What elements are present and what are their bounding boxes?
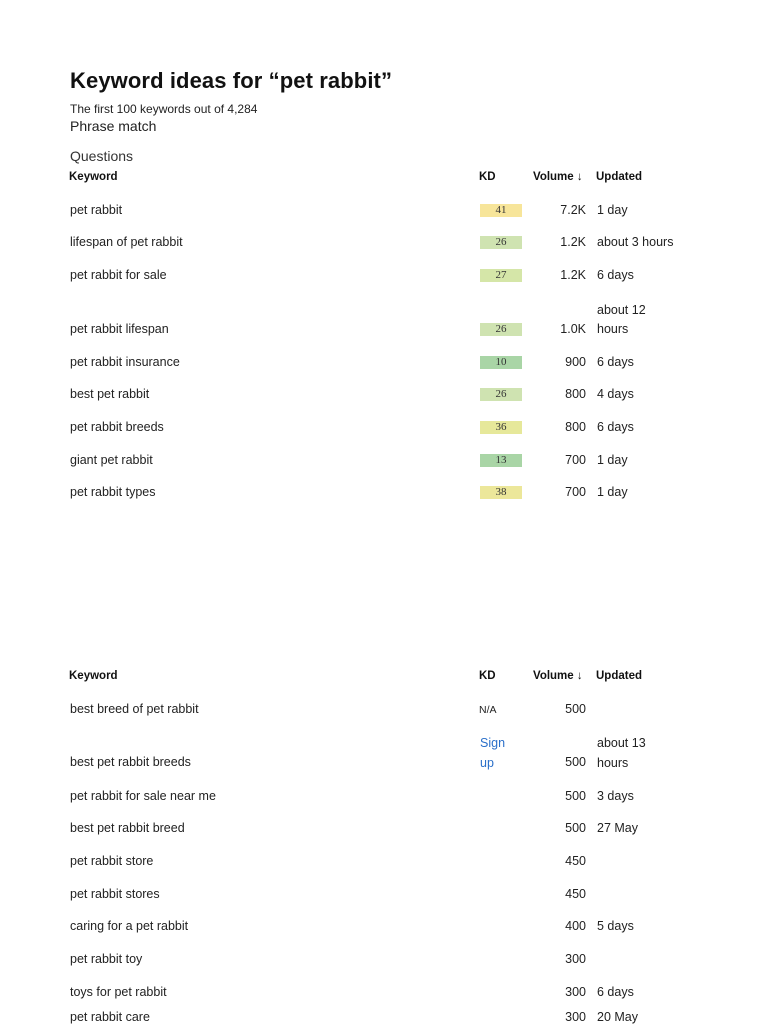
column-header-volume: Volume ↓ (533, 670, 583, 682)
volume-cell: 1.2K (560, 235, 586, 249)
volume-cell: 7.2K (560, 203, 586, 217)
updated-cell: 1 day (597, 485, 628, 499)
kd-badge: 26 (480, 388, 522, 401)
updated-cell: 1 day (597, 453, 628, 467)
kd-badge: 27 (480, 269, 522, 282)
keyword-cell: lifespan of pet rabbit (70, 235, 183, 249)
kd-na-label: N/A (479, 704, 497, 716)
updated-cell-line2: hours (597, 756, 629, 770)
kd-badge: 38 (480, 486, 522, 499)
volume-cell: 500 (565, 755, 586, 769)
keyword-cell: best pet rabbit (70, 387, 150, 401)
kd-badge: 13 (480, 454, 522, 467)
updated-cell: 5 days (597, 919, 634, 933)
keyword-cell: pet rabbit store (70, 854, 154, 868)
volume-cell: 300 (565, 1010, 586, 1024)
column-header-updated: Updated (596, 670, 642, 682)
updated-cell: 3 days (597, 789, 634, 803)
volume-cell: 500 (565, 821, 586, 835)
keyword-cell: pet rabbit types (70, 485, 156, 499)
volume-cell: 800 (565, 420, 586, 434)
signup-link-line2[interactable]: up (480, 756, 494, 770)
kd-badge: 36 (480, 421, 522, 434)
keyword-cell: toys for pet rabbit (70, 985, 167, 999)
kd-badge: 41 (480, 204, 522, 217)
keyword-cell: pet rabbit care (70, 1010, 150, 1024)
keyword-cell: best breed of pet rabbit (70, 702, 199, 716)
keyword-cell: caring for a pet rabbit (70, 919, 189, 933)
kd-badge: 26 (480, 323, 522, 336)
column-header-volume: Volume ↓ (533, 171, 583, 183)
keyword-cell: pet rabbit breeds (70, 420, 164, 434)
updated-cell: 1 day (597, 203, 628, 217)
volume-cell: 450 (565, 887, 586, 901)
keyword-cell: pet rabbit (70, 203, 123, 217)
column-header-keyword: Keyword (69, 670, 118, 682)
updated-cell: 6 days (597, 268, 634, 282)
volume-cell: 800 (565, 387, 586, 401)
page-subtitle: The first 100 keywords out of 4,284 (70, 102, 258, 116)
kd-badge: 26 (480, 236, 522, 249)
match-type-label: Phrase match (70, 118, 157, 134)
kd-badge: 10 (480, 356, 522, 369)
updated-cell: 4 days (597, 387, 634, 401)
column-header-kd: KD (479, 171, 496, 183)
volume-cell: 300 (565, 985, 586, 999)
updated-cell: 20 May (597, 1010, 638, 1024)
volume-cell: 400 (565, 919, 586, 933)
volume-cell: 500 (565, 789, 586, 803)
updated-cell-line2: hours (597, 322, 629, 336)
volume-cell: 450 (565, 854, 586, 868)
keyword-cell: pet rabbit toy (70, 952, 143, 966)
updated-cell: 27 May (597, 821, 638, 835)
volume-cell: 300 (565, 952, 586, 966)
volume-cell: 900 (565, 355, 586, 369)
updated-cell: about 3 hours (597, 235, 674, 249)
keyword-cell: giant pet rabbit (70, 453, 153, 467)
volume-cell: 1.2K (560, 268, 586, 282)
column-header-kd: KD (479, 670, 496, 682)
signup-link[interactable]: Sign (480, 736, 506, 750)
keyword-cell: best pet rabbit breeds (70, 755, 191, 769)
volume-cell: 700 (565, 453, 586, 467)
updated-cell: 6 days (597, 420, 634, 434)
keyword-cell: best pet rabbit breed (70, 821, 185, 835)
page-title: Keyword ideas for “pet rabbit” (70, 68, 393, 93)
volume-cell: 700 (565, 485, 586, 499)
column-header-keyword: Keyword (69, 171, 118, 183)
updated-cell: 6 days (597, 985, 634, 999)
section-label-questions: Questions (70, 148, 134, 164)
updated-cell-line1: about 12 (597, 303, 646, 317)
volume-cell: 1.0K (560, 322, 586, 336)
volume-cell: 500 (565, 702, 586, 716)
keyword-cell: pet rabbit for sale near me (70, 789, 216, 803)
column-header-updated: Updated (596, 171, 642, 183)
keyword-cell: pet rabbit for sale (70, 268, 167, 282)
keyword-cell: pet rabbit lifespan (70, 322, 169, 336)
updated-cell-line1: about 13 (597, 736, 646, 750)
updated-cell: 6 days (597, 355, 634, 369)
keyword-cell: pet rabbit insurance (70, 355, 180, 369)
keyword-cell: pet rabbit stores (70, 887, 160, 901)
